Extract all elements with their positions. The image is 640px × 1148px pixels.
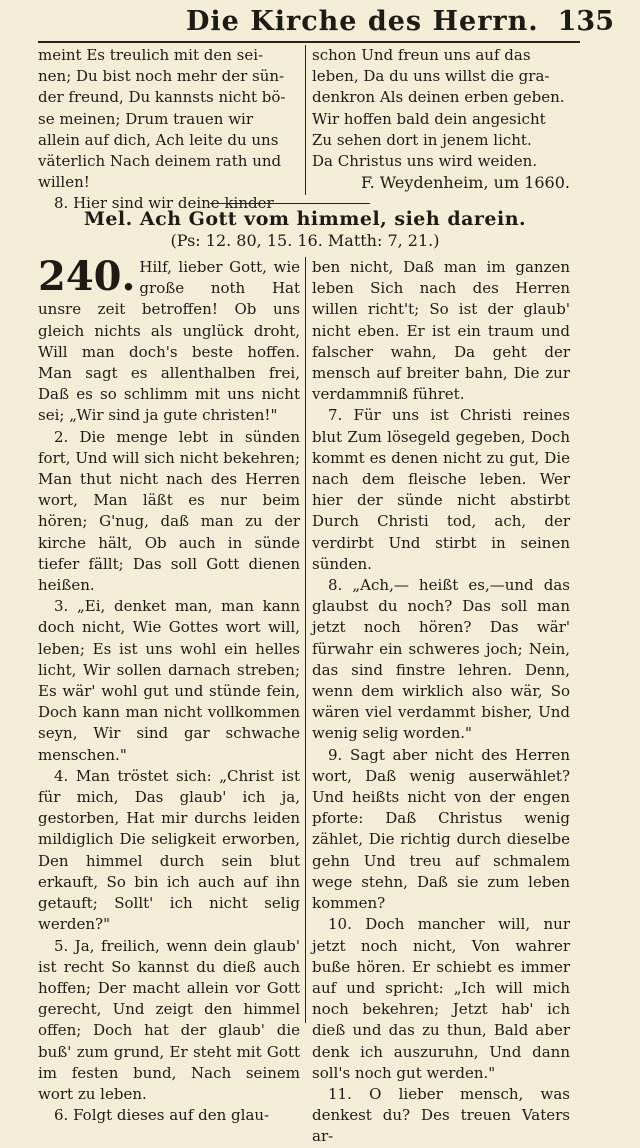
top-left-column (38, 45, 300, 215)
hymn-240-left-column (38, 253, 300, 1126)
text-line: Wir hoffen bald dein angesicht (312, 109, 546, 128)
text-line: leben, Da du uns willst die gra- (312, 67, 550, 86)
hymn-verse: 11. O lieber mensch, was denkest du? Des treuen Vaters ar- (312, 1084, 570, 1146)
running-title: Die Kirche des Herrn. (186, 6, 539, 37)
section-rule (210, 203, 370, 204)
header-rule (38, 41, 580, 43)
page-header (36, 4, 620, 44)
hymn-240-right-column (312, 257, 570, 1148)
hymn-verse: 3. „Ei, denket man, man kann doch nicht, Wie Gottes wort will, leben; Es ist uns wohl ein helles licht, Wir sollen darnach streben; Es wär' wohl gut und stünde fein, Doch kann man nicht vollkommen seyn, Wir sind gar schwache menschen." (38, 597, 300, 764)
hymn-verse-1 (38, 253, 300, 427)
text-line: der freund, Du kannsts nicht bö- (38, 88, 286, 107)
text-line: Zu sehen dort in jenem licht. (312, 130, 532, 149)
hymn-verse: 2. Die menge lebt in sünden fort, Und will sich nicht bekehren; Man thut nicht nach des Herren wort, Man läßt es nur beim hören; G'nug, daß man zu der kirche hält, Ob auch in sünde tiefer fällt; Das soll Gott dienen heißen. (38, 427, 300, 595)
text-line: schon Und freun uns auf das (312, 46, 531, 64)
text-line: denkron Als deinen erben geben. (312, 88, 565, 107)
text-line: se meinen; Drum trauen wir (38, 109, 254, 128)
text-line: nen; Du bist noch mehr der sün- (38, 67, 285, 86)
verse-1-text: Hilf, lieber Gott, wie große noth Hat unsre zeit betroffen! Ob uns gleich nichts als unglück droht, Will man doch's beste hoffen. Man sagt es allenthalben frei, Daß es so schlimm mit uns nicht sei; „Wir sind ja gute christen!" (38, 258, 300, 425)
hymn-verse: 4. Man tröstet sich: „Christ ist für mich, Das glaub' ich ja, gestorben, Hat mir durchs leiden mildiglich Die seligkeit erworben, Den himmel durch sein blut erkauft, So bin ich auch auf ihn getauft; Sollt' ich nicht selig werden?" (38, 766, 300, 934)
hymn-verse: 8. „Ach,— heißt es,—und das glaubst du noch? Das soll man jetzt noch hören? Das wär' fürwahr ein schweres joch; Nein, das sind finstre lehren. Denn, wenn dem wirklich also wär, So wären viel verdammt bisher, Und wenig selig worden." (312, 576, 570, 743)
hymn-verse: 9. Sagt aber nicht des Herren wort, Daß wenig auserwählet? Und heißts nicht von der engen pforte: Daß Christus wenig zählet, Die richtig durch dieselbe gehn Und treu auf schmalem wege stehn, Daß sie zum leben kommen? (312, 745, 570, 913)
melody-line: Mel. Ach Gott vom himmel, sieh darein. (83, 208, 527, 230)
hymn-verse: 10. Doch mancher will, nur jetzt noch nicht, Von wahrer buße hören. Er schiebt es immer auf und spricht: „Ich will mich noch bekehren; Jetzt hab' ich dieß und das zu thun, Bald aber denk ich auszuruhn, Und dann soll's noch gut werden." (312, 915, 570, 1082)
verse-8-start: 8. Hier sind wir deine kinder (54, 194, 274, 213)
hymn-verse: ben nicht, Daß man im ganzen leben Sich nach des Herren willen richt't; So ist der glaub' nicht eben. Er ist ein traum und falscher wahn, Da geht der mensch auf breiter bahn, Die zur verdammniß führet. (312, 258, 570, 404)
hymn-number: 240. (38, 253, 136, 300)
column-divider (305, 45, 306, 195)
hymn-verse: 5. Ja, freilich, wenn dein glaub' ist recht So kannst du dieß auch hoffen; Der macht allein vor Gott gerecht, Und zeigt den himmel offen; Doch hat der glaub' die buß' zum grund, Er steht mit Gott im festen bund, Nach seinem wort zu leben. (38, 936, 300, 1103)
column-divider (305, 257, 306, 1023)
text-line: willen! (38, 173, 90, 192)
hymn-verse: 7. Für uns ist Christi reines blut Zum lösegeld gegeben, Doch kommt es denen nicht zu gut, Die nach dem fleische leben. Wer hier der sünde nicht abstirbt Durch Christi tod, ach, der verdirbt Und stirbt in seinen sünden. (312, 406, 570, 573)
hymn-verse: 6. Folgt dieses auf den glau- (54, 1106, 270, 1125)
top-right-column (312, 45, 570, 172)
text-line: väterlich Nach deinem rath und (38, 152, 282, 171)
hymn-author: F. Weydenheim, um 1660. (360, 173, 570, 192)
text-line: meint Es treulich mit den sei- (38, 46, 264, 64)
scripture-reference: (Ps: 12. 80, 15. 16. Matth: 7, 21.) (170, 231, 440, 250)
text-line: Da Christus uns wird weiden. (312, 152, 538, 171)
page-number: 135 (557, 6, 614, 37)
text-line: allein auf dich, Ach leite du uns (38, 130, 279, 149)
